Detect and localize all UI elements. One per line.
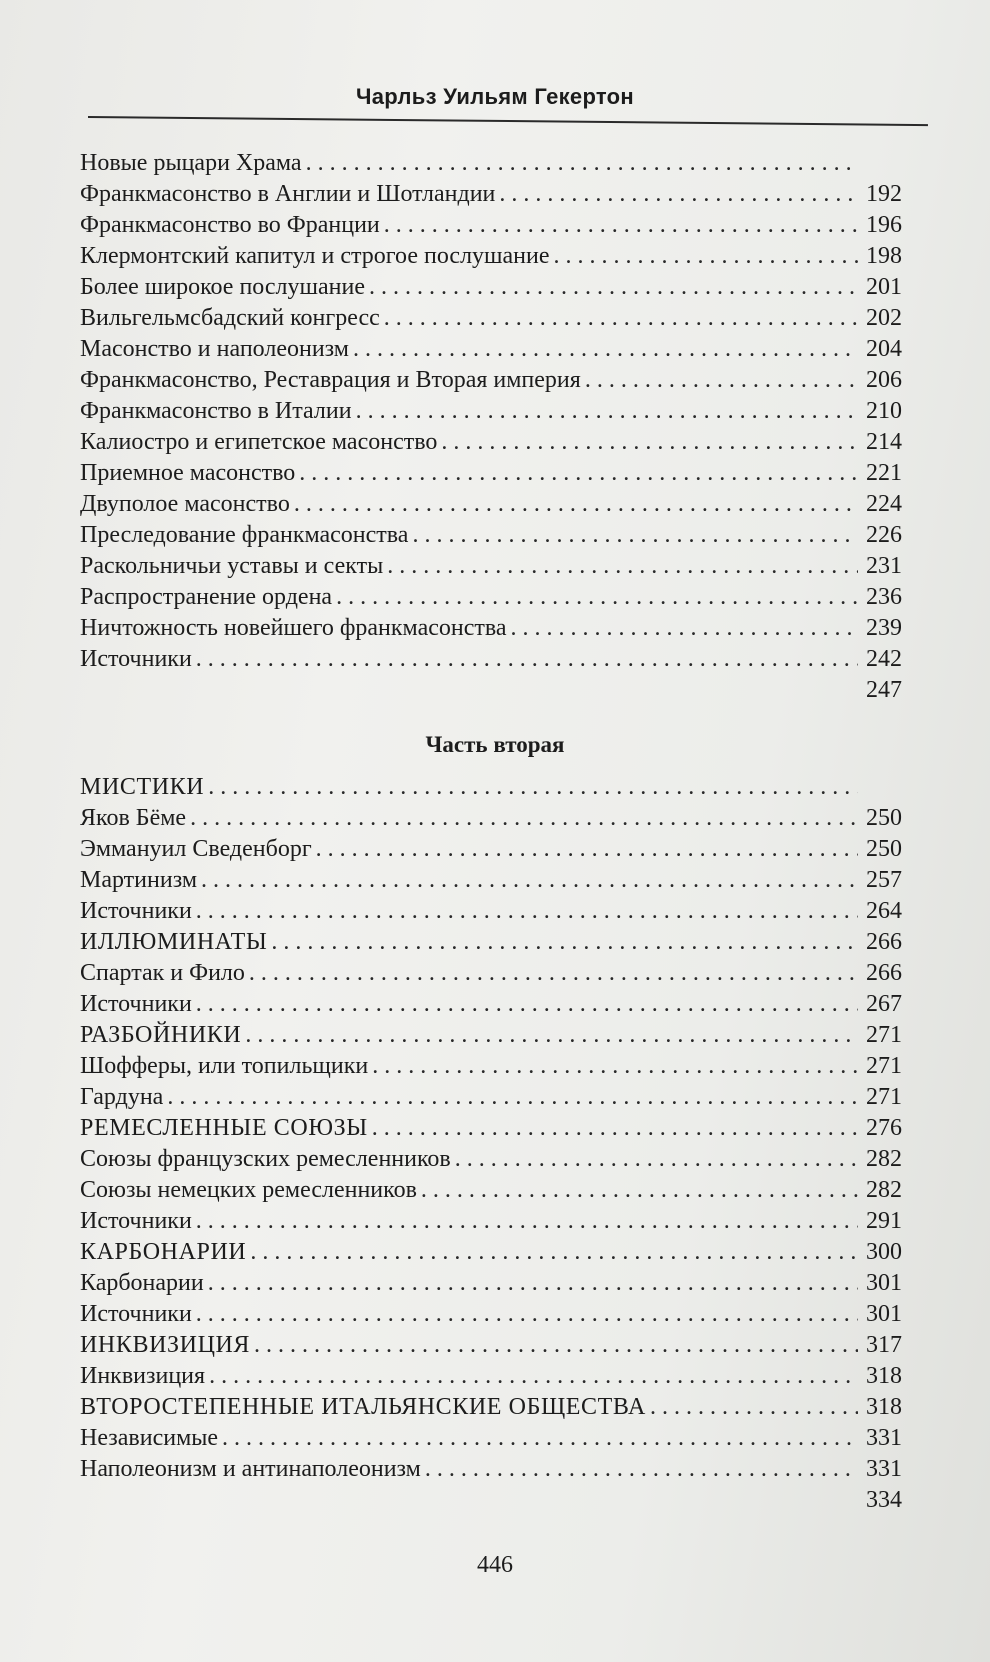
- toc-entry: [80, 834, 902, 865]
- dot-leader: [384, 303, 858, 334]
- toc-entry-title: ИЛЛЮМИНАТЫ: [80, 929, 268, 955]
- toc-entry-title: Источники: [80, 646, 192, 672]
- toc-entry-page: 250: [866, 805, 902, 831]
- toc-entry-title: Наполеонизм и антинаполеонизм: [80, 1456, 421, 1482]
- toc-entry-page: 226: [866, 522, 902, 548]
- toc-entry-page: 318: [866, 1394, 902, 1420]
- dot-leader: [208, 1268, 858, 1299]
- toc-entry: [80, 613, 902, 644]
- toc-entry: [80, 1051, 902, 1082]
- toc-entry-page: 266: [866, 929, 902, 955]
- dot-leader: [196, 989, 858, 1020]
- dot-leader: [196, 896, 858, 927]
- toc-entry: [80, 1330, 902, 1361]
- toc-entry-page: 317: [866, 1332, 902, 1358]
- toc-entry: [80, 396, 902, 427]
- toc-entry-title: Шофферы, или топильщики: [80, 1053, 369, 1079]
- toc-entry-title: Новые рыцари Храма: [80, 150, 302, 176]
- toc-entry-page: 318: [866, 1363, 902, 1389]
- toc-entry-page: 206: [866, 367, 902, 393]
- toc-entry-page: 271: [866, 1022, 902, 1048]
- toc-entry: [80, 427, 902, 458]
- dot-leader: [209, 1361, 858, 1392]
- toc-entry: [80, 1113, 902, 1144]
- toc-entry-title: Ничтожность новейшего франкмасонства: [80, 615, 507, 641]
- dot-leader: [554, 241, 858, 272]
- dot-leader: [271, 927, 858, 958]
- toc-entry-title: Спартак и Фило: [80, 960, 245, 986]
- dot-leader: [254, 1330, 858, 1361]
- toc-entry-title: Эммануил Сведенборг: [80, 836, 312, 862]
- page-number: 446: [477, 1552, 513, 1578]
- toc-entry: [80, 272, 902, 303]
- toc-entry-page: 204: [866, 336, 902, 362]
- toc-trailing-page: 247: [866, 677, 902, 703]
- toc-entry: [80, 1268, 902, 1299]
- part-two-heading: Часть вторая: [425, 732, 565, 757]
- dot-leader: [196, 644, 858, 675]
- dot-leader: [245, 1020, 858, 1051]
- dot-leader: [190, 803, 858, 834]
- toc-entry-page: 192: [866, 181, 902, 207]
- toc-entry-title: Более широкое послушание: [80, 274, 365, 300]
- toc-entry: [80, 303, 902, 334]
- toc-entry-page: 264: [866, 898, 902, 924]
- toc-entry-page: 196: [866, 212, 902, 238]
- toc-entry: [80, 148, 902, 179]
- toc-entry: [80, 520, 902, 551]
- toc-entry-title: Мартинизм: [80, 867, 198, 893]
- toc-entry-page: 214: [866, 429, 902, 455]
- toc-entry-title: Яков Бёме: [80, 805, 187, 831]
- toc-entry-title: Франкмасонство в Англии и Шотландии: [80, 181, 496, 207]
- toc-entry-title: Инквизиция: [80, 1363, 206, 1389]
- dot-leader: [455, 1144, 858, 1175]
- dot-leader: [196, 1299, 858, 1330]
- toc-entry-title: Распространение ордена: [80, 584, 333, 610]
- toc-entry-title: Приемное масонство: [80, 460, 296, 486]
- toc-entry: [80, 489, 902, 520]
- toc-entry-title: Источники: [80, 898, 192, 924]
- dot-leader: [421, 1175, 858, 1206]
- toc-entry-title: Гардуна: [80, 1084, 164, 1110]
- toc-entry-page: 301: [866, 1270, 902, 1296]
- toc-entry: [80, 582, 902, 613]
- toc-entry-title: Карбонарии: [80, 1270, 204, 1296]
- toc-entry-title: Источники: [80, 1301, 192, 1327]
- toc-entry-title: Источники: [80, 1208, 192, 1234]
- toc-entry-title: Преследование франкмасонства: [80, 522, 409, 548]
- toc-entry: [80, 803, 902, 834]
- dot-leader: [372, 1051, 858, 1082]
- dot-leader: [208, 772, 858, 803]
- toc-entry: [80, 989, 902, 1020]
- toc-entry-page: 202: [866, 305, 902, 331]
- toc-entry-page: 331: [866, 1456, 902, 1482]
- dot-leader: [650, 1392, 858, 1423]
- toc-entry-title: Франкмасонство во Франции: [80, 212, 380, 238]
- toc-entry-title: Масонство и наполеонизм: [80, 336, 349, 362]
- toc-entry: [80, 1206, 902, 1237]
- dot-leader: [425, 1454, 858, 1485]
- toc-trailing-page: 334: [866, 1487, 902, 1513]
- header-rule: [88, 116, 928, 126]
- toc-entry: [80, 334, 902, 365]
- toc-entry-title: Независимые: [80, 1425, 219, 1451]
- toc-entry: [80, 1454, 902, 1485]
- toc-entry-page: 210: [866, 398, 902, 424]
- toc-entry: [80, 1175, 902, 1206]
- dot-leader: [250, 1237, 858, 1268]
- toc-entry: [80, 179, 902, 210]
- dot-leader: [356, 396, 858, 427]
- running-header: Чарльз Уильям Гекертон: [355, 84, 635, 109]
- toc-entry-title: КАРБОНАРИИ: [80, 1239, 247, 1265]
- toc-entry-page: 239: [866, 615, 902, 641]
- toc-entry: [80, 1020, 902, 1051]
- toc-entry: [80, 772, 902, 803]
- dot-leader: [222, 1423, 858, 1454]
- toc-entry: [80, 896, 902, 927]
- toc-entry-title: Калиостро и египетское масонство: [80, 429, 438, 455]
- toc-entry-title: Клермонтский капитул и строгое послушание: [80, 243, 550, 269]
- toc-entry: [80, 1299, 902, 1330]
- toc-entry-page: 221: [866, 460, 902, 486]
- toc-entry-page: 282: [866, 1146, 902, 1172]
- toc-entry-title: Союзы французских ремесленников: [80, 1146, 451, 1172]
- toc-entry-title: Франкмасонство в Италии: [80, 398, 352, 424]
- toc-entry-page: 266: [866, 960, 902, 986]
- toc-entry-title: ВТОРОСТЕПЕННЫЕ ИТАЛЬЯНСКИЕ ОБЩЕСТВА: [80, 1394, 646, 1420]
- toc-entry: [80, 865, 902, 896]
- toc-entry: [80, 927, 902, 958]
- toc-entry-page: 276: [866, 1115, 902, 1141]
- toc-entry: [80, 551, 902, 582]
- dot-leader: [369, 272, 858, 303]
- toc-entry: [80, 1237, 902, 1268]
- toc-entry-page: 291: [866, 1208, 902, 1234]
- toc-entry: [80, 458, 902, 489]
- toc-entry-page: 250: [866, 836, 902, 862]
- dot-leader: [316, 834, 858, 865]
- toc-entry: [80, 1361, 902, 1392]
- toc-entry-page: 282: [866, 1177, 902, 1203]
- dot-leader: [441, 427, 858, 458]
- toc-entry-title: Источники: [80, 991, 192, 1017]
- toc-entry-title: Двуполое масонство: [80, 491, 290, 517]
- dot-leader: [387, 551, 858, 582]
- toc-part-two: [80, 772, 902, 1516]
- toc-entry-page: 301: [866, 1301, 902, 1327]
- toc-entry: [80, 1423, 902, 1454]
- dot-leader: [336, 582, 858, 613]
- toc-entry-title: МИСТИКИ: [80, 774, 205, 800]
- toc-entry-title: РАЗБОЙНИКИ: [80, 1022, 242, 1048]
- toc-entry: [80, 241, 902, 272]
- toc-entry: [80, 1392, 902, 1423]
- toc-entry: [80, 1082, 902, 1113]
- dot-leader: [384, 210, 858, 241]
- toc-entry-page: 242: [866, 646, 902, 672]
- dot-leader: [196, 1206, 858, 1237]
- dot-leader: [201, 865, 858, 896]
- dot-leader: [499, 179, 858, 210]
- toc-entry-page: 271: [866, 1084, 902, 1110]
- toc-entry: [80, 1144, 902, 1175]
- dot-leader: [412, 520, 858, 551]
- dot-leader: [294, 489, 858, 520]
- toc-entry-page: 331: [866, 1425, 902, 1451]
- toc-entry-page: 267: [866, 991, 902, 1017]
- dot-leader: [167, 1082, 858, 1113]
- toc-entry: [80, 365, 902, 396]
- toc-entry-page: 271: [866, 1053, 902, 1079]
- toc-entry-page: 201: [866, 274, 902, 300]
- dot-leader: [511, 613, 858, 644]
- toc-entry-title: Раскольничьи уставы и секты: [80, 553, 384, 579]
- toc-entry-page: 300: [866, 1239, 902, 1265]
- dot-leader: [372, 1113, 858, 1144]
- toc-entry-page: 198: [866, 243, 902, 269]
- toc-entry-title: ИНКВИЗИЦИЯ: [80, 1332, 251, 1358]
- toc-entry-page: 224: [866, 491, 902, 517]
- toc-entry: [80, 958, 902, 989]
- dot-leader: [249, 958, 858, 989]
- toc-entry: [80, 644, 902, 675]
- toc-entry: [80, 210, 902, 241]
- dot-leader: [585, 365, 858, 396]
- dot-leader: [353, 334, 858, 365]
- toc-entry-page: 236: [866, 584, 902, 610]
- toc-part-one: [80, 148, 902, 706]
- toc-entry-title: Вильгельмсбадский конгресс: [80, 305, 380, 331]
- dot-leader: [306, 148, 858, 179]
- toc-entry-page: 257: [866, 867, 902, 893]
- toc-entry-title: Союзы немецких ремесленников: [80, 1177, 417, 1203]
- toc-entry-title: РЕМЕСЛЕННЫЕ СОЮЗЫ: [80, 1115, 368, 1141]
- toc-entry-page: 231: [866, 553, 902, 579]
- dot-leader: [299, 458, 858, 489]
- toc-entry-title: Франкмасонство, Реставрация и Вторая империя: [80, 367, 581, 393]
